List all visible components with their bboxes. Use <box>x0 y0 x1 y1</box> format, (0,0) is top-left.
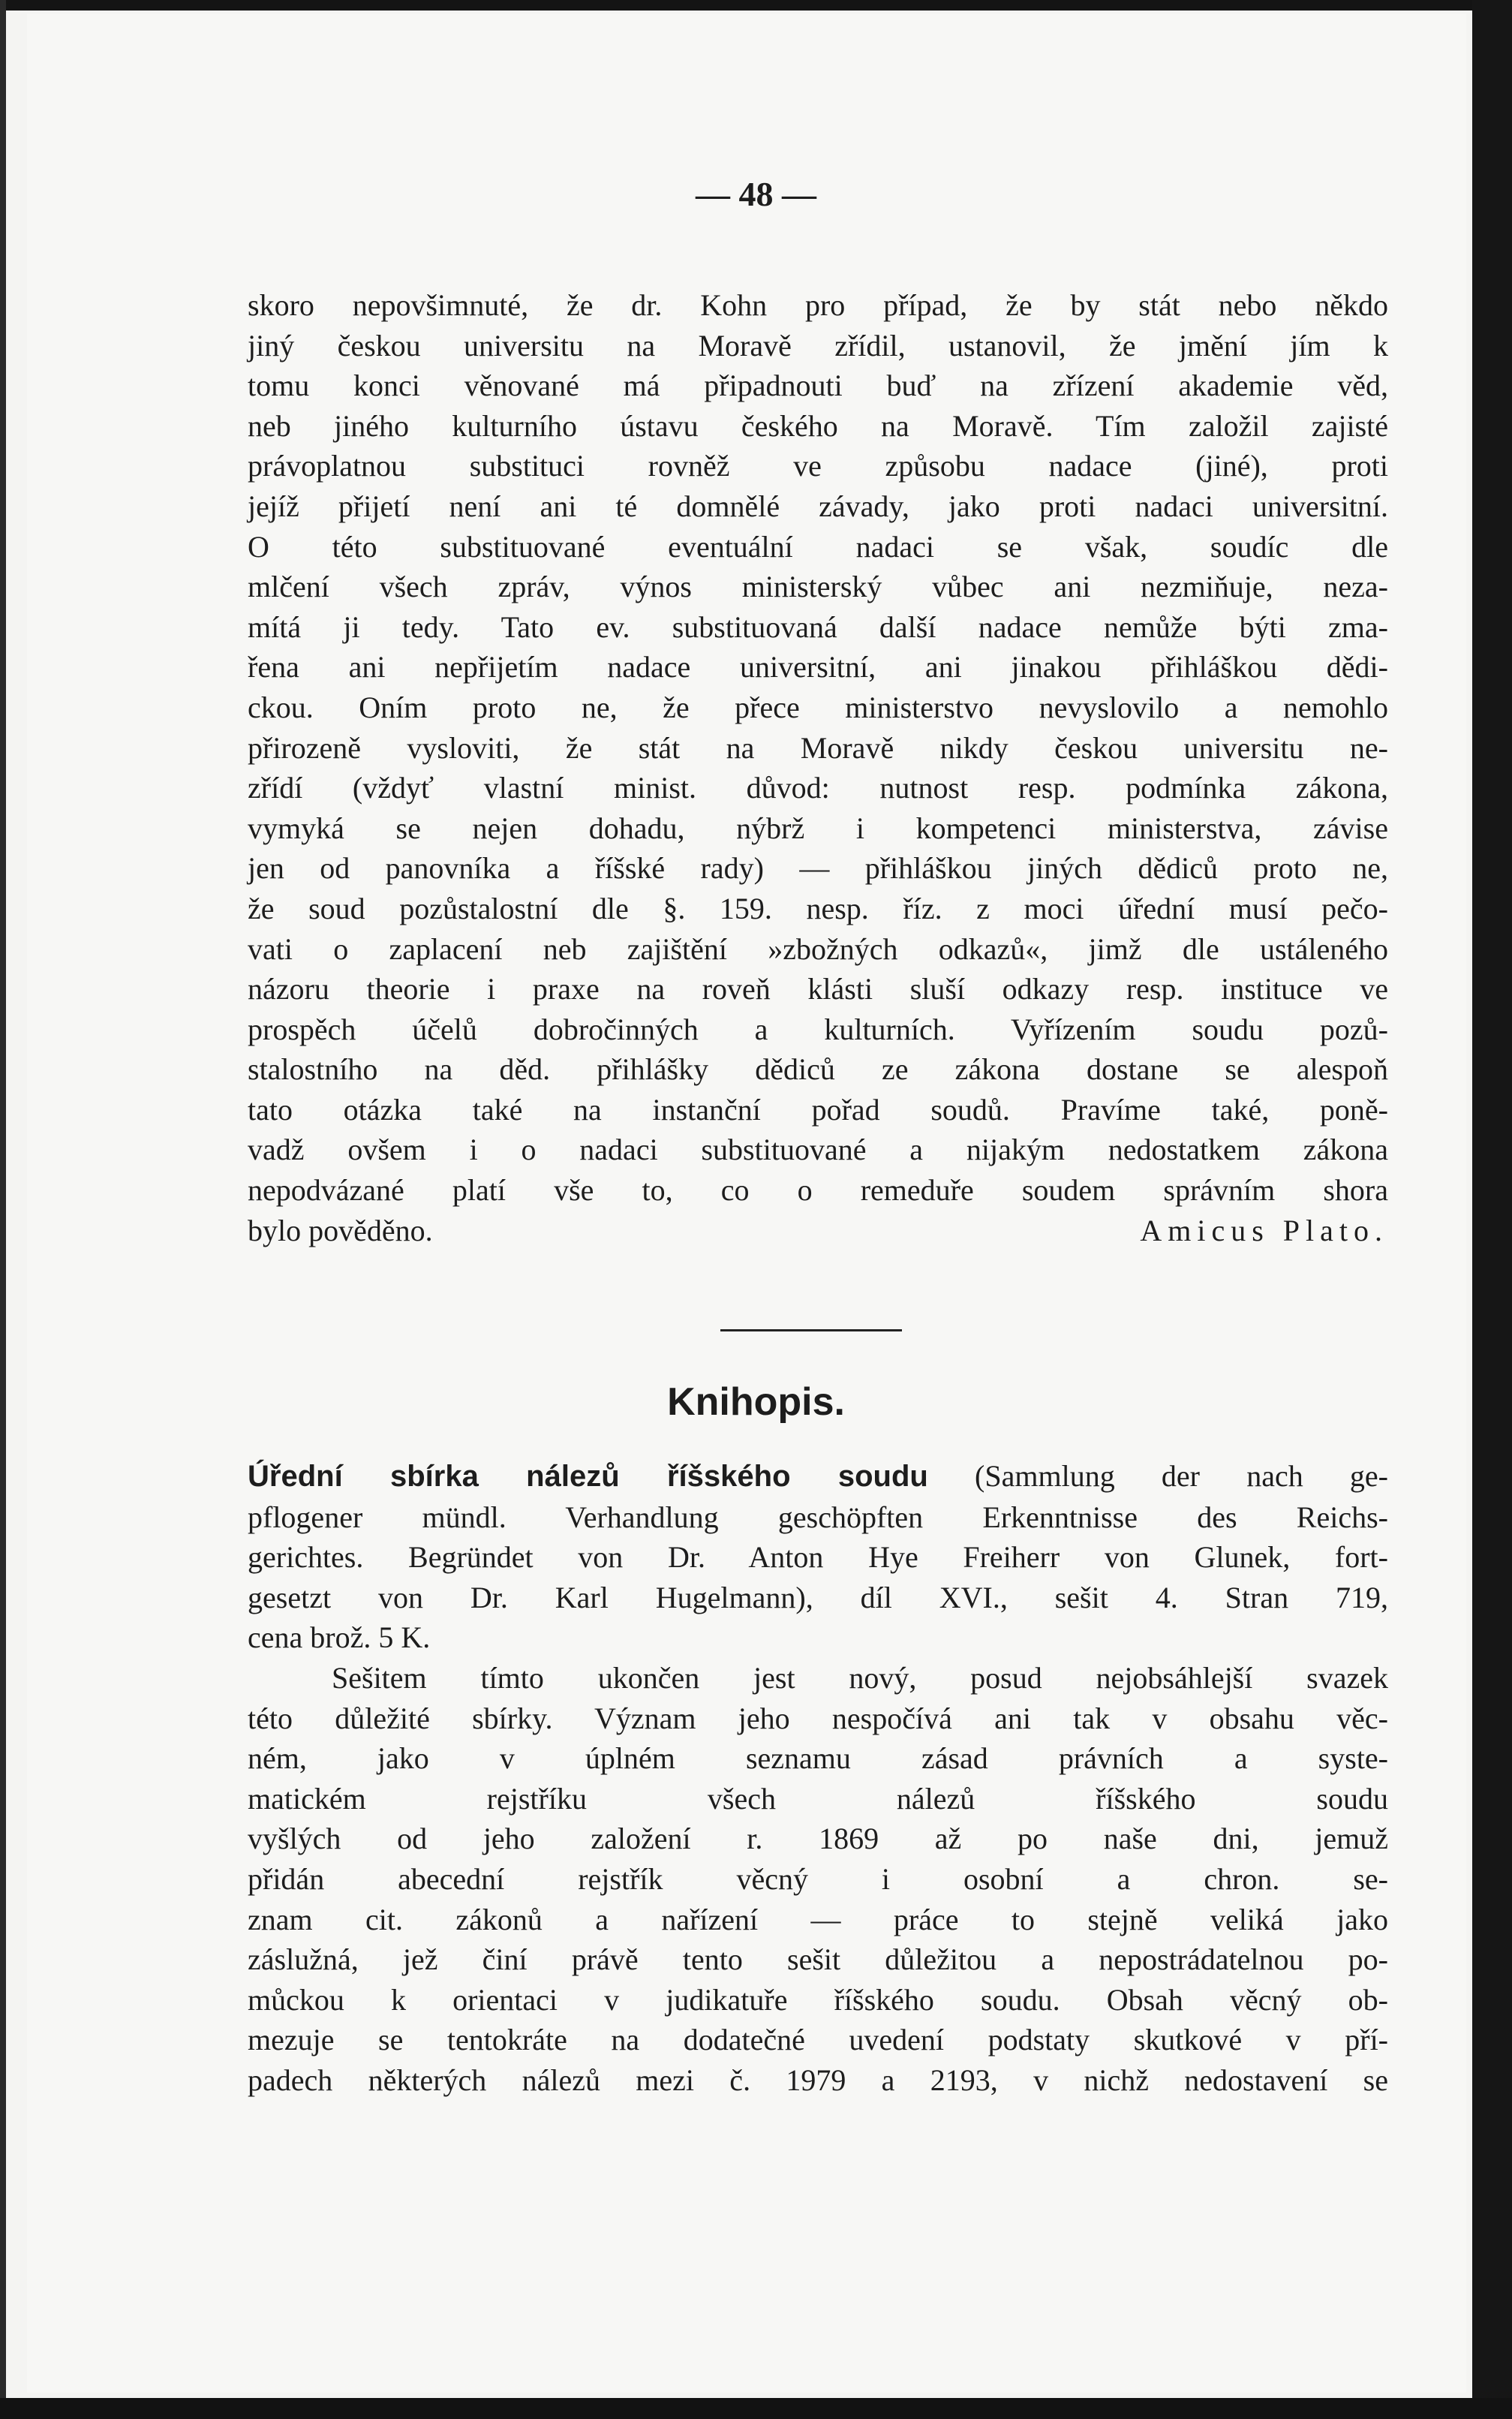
article-line: že soud pozůstalostní dle §. 159. nesp. říz. z moci úřední musí pečo- <box>248 891 1388 925</box>
article-line: prospěch účelů dobročinných a kulturních. Vyřízením soudu pozů- <box>248 1012 1388 1046</box>
review-line: cena brož. 5 K. <box>248 1620 431 1655</box>
section-divider <box>720 1329 902 1331</box>
review-line: můckou k orientaci v judikatuře říšského soudu. Obsah věcný ob- <box>248 1982 1388 2017</box>
review-line: matickém rejstříku všech nálezů říšského soudu <box>248 1781 1388 1816</box>
page-number: — 48 — <box>696 175 816 213</box>
review-line: pflogener mündl. Verhandlung geschöpften Erkenntnisse des Reichs- <box>248 1500 1388 1534</box>
article-body <box>248 285 1388 1250</box>
review-line: vyšlých od jeho založení r. 1869 až po naše dni, jemuž <box>248 1822 1388 1856</box>
article-line: tomu konci věnované má připadnouti buď na zřízení akademie věd, <box>248 369 1388 403</box>
review-line: znam cit. zákonů a nařízení — práce to stejně veliká jako <box>248 1902 1388 1936</box>
review-line: mezuje se tentokráte na dodatečné uvedení podstaty skutkové v pří- <box>248 2023 1388 2057</box>
author-signature: Amicus Plato. <box>1140 1213 1388 1247</box>
scan-border-right <box>1472 0 1512 2419</box>
article-line: jiný českou universitu na Moravě zřídil, ustanovil, že jmění jím k <box>248 328 1388 363</box>
article-line: jen od panovníka a říšské rady) — přihláškou jiných dědiců proto ne, <box>248 851 1388 886</box>
scan-border-top <box>0 0 1512 11</box>
review-title: Úřední sbírka nálezů říšského soudu <box>248 1460 928 1493</box>
article-line: skoro nepovšimnuté, že dr. Kohn pro případ, že by stát nebo někdo <box>248 288 1388 322</box>
article-line: vati o zaplacení neb zajištění »zbožných odkazů«, jimž dle ustáleného <box>248 931 1388 966</box>
article-last-line <box>248 1211 1388 1251</box>
article-line: právoplatnou substituci rovněž ve způsobu nadace (jiné), proti <box>248 449 1388 483</box>
review-line <box>248 1658 1388 1698</box>
review-line: přidán abecední rejstřík věcný i osobní a chron. se- <box>248 1861 1388 1896</box>
article-line: jejíž přijetí není ani té domnělé závady, jako proti nadaci universitní. <box>248 489 1388 523</box>
review-line: záslužná, jež činí právě tento sešit důležitou a nepostrádatelnou po- <box>248 1942 1388 1977</box>
review-line: gesetzt von Dr. Karl Hugelmann), díl XVI., sešit 4. Stran 719, <box>248 1580 1388 1614</box>
article-line: O této substituované eventuální nadaci se však, soudíc dle <box>248 529 1388 564</box>
review-line: této důležité sbírky. Význam jeho nespočívá ani tak v obsahu věc- <box>248 1701 1388 1735</box>
review-line: padech některých nálezů mezi č. 1979 a 2193, v nichž nedostavení se <box>248 2062 1388 2097</box>
article-line: řena ani nepřijetím nadace universitní, ani jinakou přihláškou dědi- <box>248 650 1388 684</box>
scan-border-bottom <box>0 2398 1512 2419</box>
review-line: ném, jako v úplném seznamu zásad právních a syste- <box>248 1741 1388 1776</box>
article-line: mlčení všech zpráv, výnos ministerský vůbec ani nezmiňuje, neza- <box>248 570 1388 604</box>
article-line: neb jiného kulturního ústavu českého na Moravě. Tím založil zajisté <box>248 408 1388 443</box>
section-heading: Knihopis. <box>667 1380 845 1424</box>
review-intro-text: (Sammlung der nach ge- <box>927 1459 1388 1493</box>
article-line: mítá ji tedy. Tato ev. substituovaná další nadace nemůže býti zma- <box>248 609 1388 644</box>
book-review <box>248 1456 1388 2101</box>
review-line: gerichtes. Begründet von Dr. Anton Hye Freiherr von Glunek, fort- <box>248 1540 1388 1575</box>
article-line: zřídí (vždyť vlastní minist. důvod: nutnost resp. podmínka zákona, <box>248 771 1388 805</box>
article-line: vadž ovšem i o nadaci substituované a nijakým nedostatkem zákona <box>248 1133 1388 1167</box>
review-body-text: Sešitem tímto ukončen jest nový, posud nejobsáhlejší svazek <box>332 1660 1388 1695</box>
article-line: ckou. Oním proto ne, že přece ministerstvo nevyslovilo a nemohlo <box>248 690 1388 724</box>
article-line: názoru theorie i praxe na roveň klásti sluší odkazy resp. instituce ve <box>248 972 1388 1006</box>
article-line: nepodvázané platí vše to, co o remeduře soudem správním shora <box>248 1173 1388 1208</box>
article-line: stalostního na děd. přihlášky dědiců ze zákona dostane se alespoň <box>248 1052 1388 1087</box>
article-line: přirozeně vysloviti, že stát na Moravě nikdy českou universitu ne- <box>248 730 1388 765</box>
article-closing-text: bylo pověděno. <box>248 1213 433 1247</box>
review-line <box>248 1456 1388 1497</box>
scan-border-left <box>0 0 6 2419</box>
article-line: tato otázka také na instanční pořad soudů. Pravíme také, poně- <box>248 1092 1388 1127</box>
article-line: vymyká se nejen dohadu, nýbrž i kompetenci ministerstva, závise <box>248 811 1388 845</box>
